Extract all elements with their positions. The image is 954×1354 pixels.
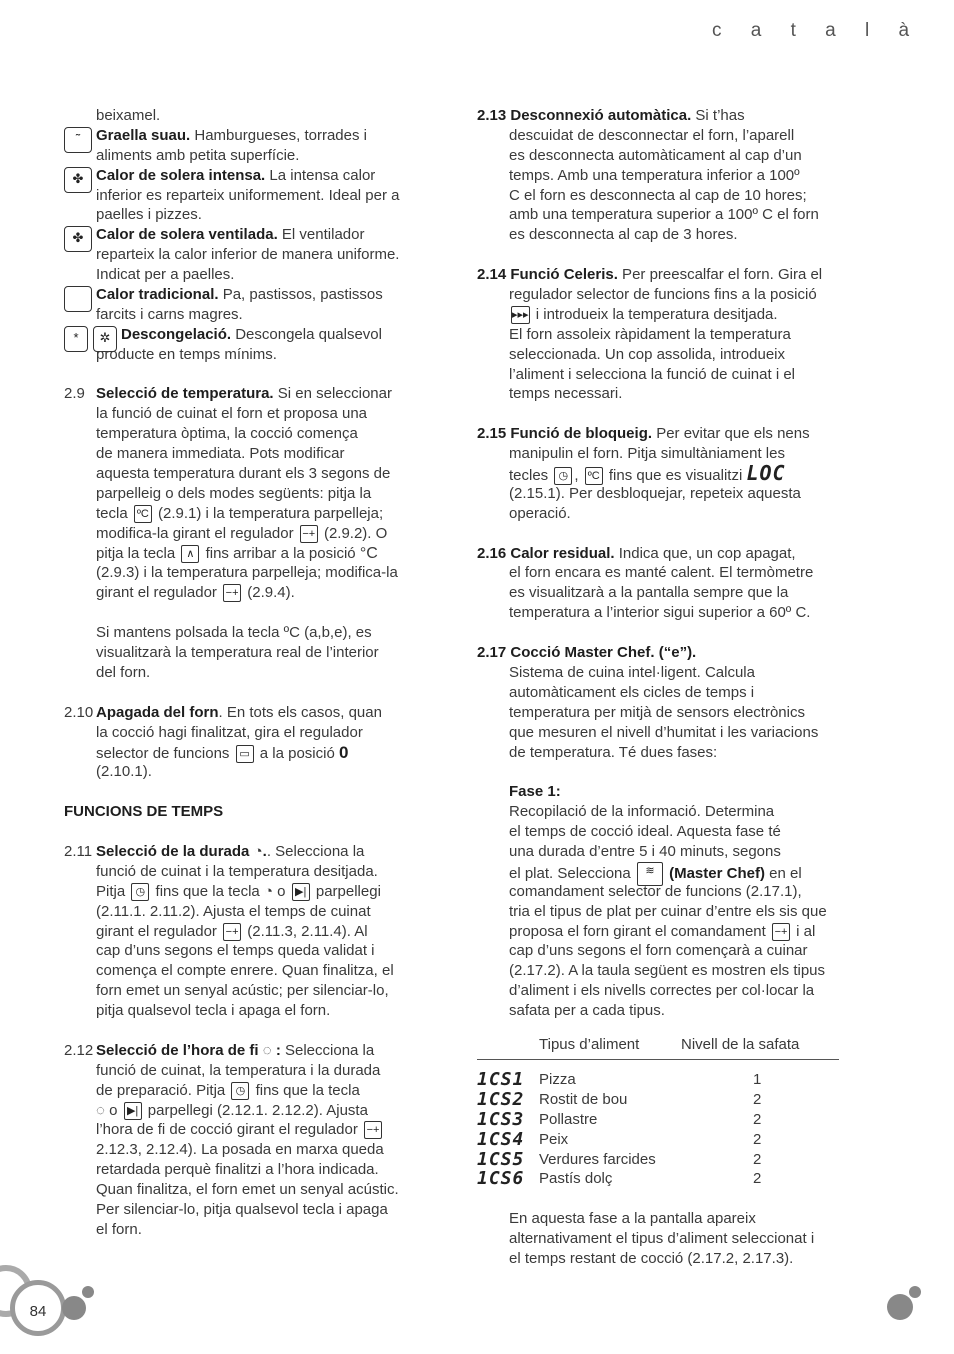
food-type: Pastís dolç (539, 1170, 613, 1188)
text-line: aquesta temperatura durant els 3 segons de (96, 465, 391, 483)
text-line: forn emet un senyal acústic; per silenciar-lo, (96, 982, 389, 1000)
text-line: C el forn es desconnecta al cap de 10 hores; (509, 186, 807, 204)
text-line: (2.17.2). A la taula següent es mostren els tipus (509, 962, 826, 980)
text-line: la cocció hagi finalitzat, gira el regulador (96, 723, 363, 741)
text-line: reparteix la calor inferior de manera uniforme. (96, 246, 400, 264)
minus-plus-knob-icon: −+ (300, 525, 318, 543)
text-line: 2.12.3, 2.12.4). La posada en marxa queda (96, 1141, 384, 1159)
text-line: l’aliment i selecciona la funció de cuinat i el (509, 365, 795, 383)
fase-title: Fase 1: (509, 783, 561, 801)
solera-ventilada-line: ✤ Calor de solera ventilada. El ventilador (64, 225, 414, 245)
tray-level: 2 (753, 1130, 762, 1148)
text-line: l’hora de fi de cocció girant el regulador −+ (64, 1120, 414, 1140)
zero-position-icon: 0 (338, 742, 349, 762)
section-2-12-title: 2.12 Selecció de l’hora de fi ◌ : Selecciona la (64, 1041, 375, 1059)
text-line: comandament selector de funcions (2.17.1), (509, 882, 802, 900)
text-line: manipulin el forn. Pitja simultàniament les (509, 445, 785, 463)
text-line: En aquesta fase a la pantalla apareix (509, 1210, 756, 1228)
food-level-table (477, 1031, 839, 1189)
text-line: (2.10.1). (96, 763, 152, 781)
text-line: visualitzarà la temperatura real de l’interior (96, 644, 379, 662)
end-time-icon: ◌ (262, 1041, 272, 1059)
chevron-up-icon: ∧ (181, 545, 199, 563)
clock-key-icon: ◷ (554, 467, 572, 485)
duration-icon: ◔ (253, 842, 263, 860)
text-line: es desconnecta automàticament al cap d’un (509, 146, 802, 164)
minus-plus-knob-icon: −+ (772, 923, 790, 941)
text-line: proposa el forn girant el comandament −+ i al (509, 922, 816, 940)
text-line: aliments amb petita superfície. (96, 146, 300, 164)
degree-celsius-icon: °C (359, 544, 378, 562)
solera-intensa-line: ✤ Calor de solera intensa. La intensa calor (64, 166, 414, 186)
food-type: Verdures farcides (539, 1150, 656, 1168)
section-heading: FUNCIONS DE TEMPS (64, 803, 224, 821)
table-row (477, 1150, 839, 1170)
display-code: 1CS5 (477, 1148, 525, 1170)
text-line: el forn. (96, 1220, 142, 1238)
text-line: es visualitzarà a la pantalla sempre que la (509, 584, 789, 602)
table-row (477, 1090, 839, 1110)
tray-level: 2 (753, 1090, 762, 1108)
temperature-key-icon: ºC (585, 467, 603, 485)
left-column (64, 106, 414, 1240)
text-line: cap d’uns segons el forn començarà a cuinar (509, 942, 808, 960)
text-line: la funció de cuinat el forn et proposa una (96, 405, 368, 423)
tray-level: 2 (753, 1150, 762, 1168)
text-line: farcits i carns magres. (96, 305, 243, 323)
text-line: de manera immediata. Pots modificar (96, 445, 345, 463)
text-line: de preparació. Pitja ◷ fins que la tecla (96, 1081, 360, 1099)
decorative-dot (62, 1296, 86, 1320)
text-line: beixamel. (96, 107, 161, 124)
text-line: ▸▸▸ i introdueix la temperatura desitjada. (512, 305, 778, 323)
table-row (477, 1169, 839, 1189)
text-line: (2.9.3) i la temperatura parpelleja; modifica-la (96, 564, 398, 582)
text-line: Per silenciar-lo, pitja qualsevol tecla i apaga (96, 1200, 388, 1218)
food-type: Rostit de bou (539, 1090, 628, 1108)
text-line: del forn. (96, 663, 151, 681)
text-line: Indicat per a paelles. (96, 266, 235, 284)
text-line: temperatura òptima, la cocció comença (96, 425, 358, 443)
text-line: girant el regulador −+ (2.11.3, 2.11.4). Al (96, 922, 368, 940)
text-line: temps. Amb una temperatura inferior a 100º (509, 166, 800, 184)
text-line: una durada d’entre 5 i 40 minuts, segons (509, 842, 781, 860)
grill-icon: ˜ (64, 127, 92, 153)
text-line: que mesuren el nivell d’humitat i les variacions (509, 723, 819, 741)
lock-display: LOC (746, 461, 786, 486)
display-code: 1CS1 (477, 1068, 525, 1090)
clock-key-icon: ◷ (131, 883, 149, 901)
text-line: el forn encara es manté calent. El termòmetre (509, 564, 814, 582)
display-code: 1CS3 (477, 1108, 525, 1130)
text-line: (2.11.1. 2.11.2). Ajusta el temps de cuinat (96, 902, 371, 920)
food-type: Pizza (539, 1070, 576, 1088)
text-line: funció de cuinat i la temperatura desitjada. (96, 862, 378, 880)
minus-plus-knob-icon: −+ (364, 1121, 382, 1139)
language-label: c a t a l à (712, 20, 922, 41)
text-line: cap d’uns segons el temps queda validat i (96, 942, 375, 960)
text-line: tecla ºC (2.9.1) i la temperatura parpelleja; (96, 504, 384, 522)
page-number: 84 (29, 1303, 47, 1320)
text-line: El forn assoleix ràpidament la temperatura (509, 325, 791, 343)
minus-plus-knob-icon: −+ (223, 923, 241, 941)
text-line: funció de cuinat, la temperatura i la durada (96, 1061, 381, 1079)
end-time-key-icon: ▶| (292, 883, 310, 901)
text-line: Si mantens polsada la tecla ºC (a,b,e), es (96, 624, 372, 642)
decorative-dot (909, 1286, 921, 1298)
food-type: Peix (539, 1130, 569, 1148)
minus-plus-knob-icon: −+ (223, 584, 241, 602)
tray-level: 1 (753, 1070, 762, 1088)
table-row (477, 1130, 839, 1150)
tray-level: 2 (753, 1110, 762, 1128)
section-2-17-title: 2.17 Cocció Master Chef. (“e”). (477, 644, 697, 662)
text-line: (2.15.1). Per desbloquejar, repeteix aquesta (509, 484, 801, 502)
text-line: el temps restant de cocció (2.17.2, 2.17.3). (509, 1249, 794, 1267)
text-line: producte en temps mínims. (96, 345, 277, 363)
text-line: tecles ◷ , ºC fins que es visualitzi LOC (509, 461, 786, 486)
clock-key-icon: ◷ (231, 1082, 249, 1100)
table-header: Tipus d’aliment Nivell de la safata (477, 1031, 839, 1060)
section-2-14-title: 2.14 Funció Celeris. Per preescalfar el forn. Gira el (477, 266, 823, 284)
text-line: girant el regulador −+ (2.9.4). (96, 584, 295, 602)
section-2-10-title: 2.10 Apagada del forn. En tots els casos, quan (64, 703, 382, 721)
defrost-fan-icon: ✲ (93, 326, 117, 352)
text-line: temperatura per mitjà de sensors electrònics (509, 703, 805, 721)
section-2-11-title: 2.11 Selecció de la durada ◔.. Selecciona la (64, 842, 365, 860)
descongelacio-line: * ✲ Descongelació. Descongela qualsevol (64, 325, 414, 345)
text-line: Recopilació de la informació. Determina (509, 803, 775, 821)
text-line: automàticament els cicles de temps i (509, 683, 755, 701)
section-2-16-title: 2.16 Calor residual. Indica que, un cop apagat, (477, 544, 796, 562)
text-line: Quan finalitza, el forn emet un senyal acústic. (96, 1181, 399, 1199)
text-line: operació. (509, 504, 571, 522)
text-line: tria el tipus de plat per cuinar d’entre els sis que (509, 902, 827, 920)
temperature-key-icon: ºC (134, 505, 152, 523)
text-line: pitja la tecla ∧ fins arribar a la posició °C (96, 544, 378, 562)
text-line: retardada perquè finalitzi a l’hora indicada. (96, 1161, 379, 1179)
text-line: temperatura a l’interior sigui superior a 60º C. (509, 604, 811, 622)
celeris-icon: ▸▸▸ (511, 306, 530, 324)
table-row (477, 1110, 839, 1130)
decorative-dot (887, 1294, 913, 1320)
text-line: regulador selector de funcions fins a la posició (509, 286, 817, 304)
decorative-dot (82, 1286, 94, 1298)
text-line: selector de funcions ▭ a la posició 0 (96, 742, 349, 762)
text-line: de temperatura. Té dues fases: (509, 743, 718, 761)
text-line: el plat. Selecciona ≋ (Master Chef) en el (477, 862, 839, 882)
text-line: modifica-la girant el regulador −+ (2.9.2). O (96, 524, 388, 542)
text-line: amb una temperatura superior a 100º C el forn (509, 206, 819, 224)
text-line: seleccionada. Un cop assolida, introdueix (509, 345, 785, 363)
section-2-9-title: 2.9 Selecció de temperatura. Si en seleccionar (64, 385, 392, 403)
end-time-key-icon: ▶| (124, 1102, 142, 1120)
function-selector-icon: ▭ (236, 745, 254, 763)
text-line: descuidat de desconnectar el forn, l’aparell (509, 126, 795, 144)
master-chef-icon: ≋ (637, 862, 663, 886)
fan-icon: ✤ (64, 226, 92, 252)
right-column (477, 106, 839, 1269)
text-line: inferior es reparteix uniformement. Ideal per a (96, 186, 400, 204)
text-line: parpelleig o dels modes següents: pitja la (96, 484, 372, 502)
table-row (477, 1070, 839, 1090)
defrost-icon: * (64, 326, 88, 352)
text-line: pitja qualsevol tecla i apaga el forn. (96, 1002, 331, 1020)
text-line: temps necessari. (509, 385, 623, 403)
text-line: Sistema de cuina intel·ligent. Calcula (509, 663, 755, 681)
tray-level: 2 (753, 1170, 762, 1188)
text-line: alternativament el tipus d’aliment seleccionat i (509, 1230, 815, 1248)
text-line: el temps de cocció ideal. Aquesta fase té (509, 823, 781, 841)
display-code: 1CS4 (477, 1128, 525, 1150)
section-2-15-title: 2.15 Funció de bloqueig. Per evitar que els nens (477, 425, 810, 443)
text-line: es desconnecta al cap de 3 hores. (509, 226, 738, 244)
duration-icon: ◔ (263, 882, 273, 900)
text-line: Pitja ◷ fins que la tecla ◔ o ▶| parpellegi (96, 882, 381, 900)
section-2-13-title: 2.13 Desconnexió automàtica. Si t’has (477, 107, 745, 124)
text-line: paelles i pizzes. (96, 206, 202, 224)
tradicional-line: Calor tradicional. Pa, pastissos, pastissos (64, 285, 414, 305)
text-line: ◌ o ▶| parpellegi (2.12.1. 2.12.2). Ajusta (96, 1101, 368, 1119)
display-code: 1CS6 (477, 1168, 525, 1190)
end-time-icon: ◌ (96, 1101, 105, 1119)
text-line: comença el compte enrere. Quan finalitza, el (96, 962, 394, 980)
text-line: safata per a cada tipus. (509, 1002, 665, 1020)
food-type: Pollastre (539, 1110, 598, 1128)
bottom-heat-fan-icon: ✤ (64, 167, 92, 193)
graella-line: ˜ Graella suau. Hamburgueses, torrades i (64, 126, 414, 146)
display-code: 1CS2 (477, 1088, 525, 1110)
text-line: d’aliment i els nivells correctes per col·locar la (509, 982, 815, 1000)
